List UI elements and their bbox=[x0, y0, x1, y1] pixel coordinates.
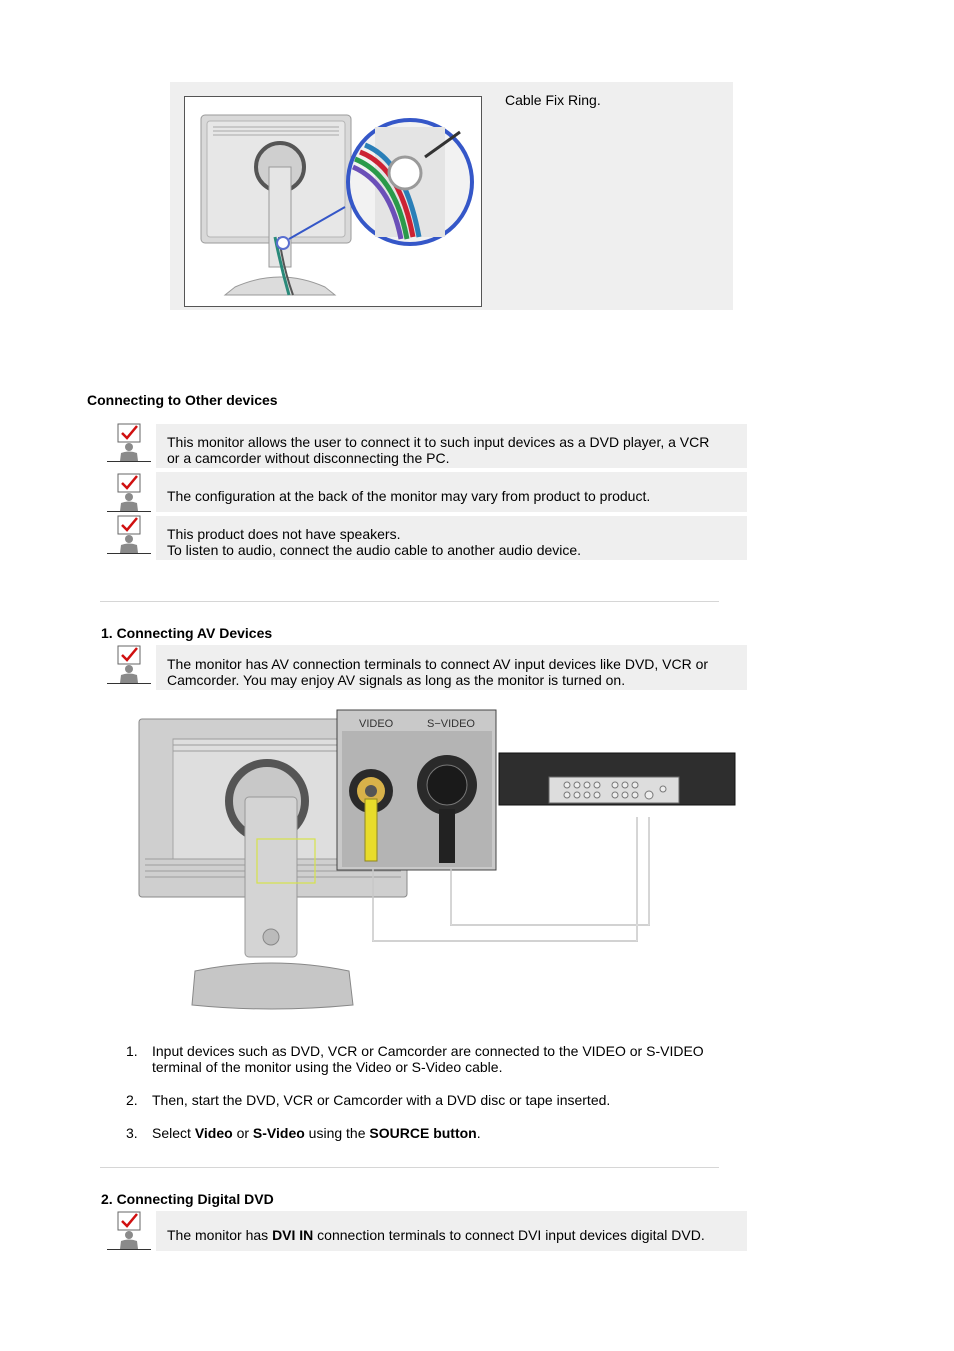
note-box bbox=[156, 516, 747, 560]
note-text: The monitor has bbox=[167, 1227, 273, 1243]
source-button-text: SOURCE button bbox=[369, 1125, 477, 1141]
note-check-icon bbox=[107, 473, 151, 513]
step-text-line: terminal of the monitor using the Video or S-Video cable. bbox=[152, 1059, 503, 1075]
step-number: 3. bbox=[126, 1125, 138, 1141]
list-item bbox=[126, 1092, 746, 1108]
step-text-line: Then, start the DVD, VCR or Camcorder with a DVD disc or tape inserted. bbox=[152, 1092, 611, 1108]
note-check-icon bbox=[107, 423, 151, 463]
divider bbox=[100, 1167, 719, 1168]
av-steps-list bbox=[126, 1043, 746, 1141]
video-port-label: VIDEO bbox=[359, 718, 394, 730]
other-devices-heading: Connecting to Other devices bbox=[87, 392, 278, 408]
list-item bbox=[126, 1125, 746, 1141]
step-text: or bbox=[232, 1125, 253, 1141]
note-box bbox=[156, 645, 747, 690]
cable-fix-ring-image bbox=[184, 96, 482, 307]
dvi-in-text: DVI IN bbox=[272, 1227, 314, 1243]
av-devices-heading: 1. Connecting AV Devices bbox=[101, 625, 273, 641]
note-text: connection terminals to connect DVI input devices digital DVD. bbox=[313, 1227, 705, 1243]
divider bbox=[100, 601, 719, 602]
note-box bbox=[156, 1211, 747, 1251]
av-connection-diagram bbox=[137, 709, 737, 1011]
note-box bbox=[156, 424, 747, 468]
note-text-line: The configuration at the back of the monitor may vary from product to product. bbox=[167, 488, 651, 504]
note-text-line: This monitor allows the user to connect it to such input devices as a DVD player, a VCR bbox=[167, 434, 710, 450]
note-check-icon bbox=[107, 645, 151, 685]
note-box bbox=[156, 472, 747, 512]
step-number: 1. bbox=[126, 1043, 138, 1059]
step-number: 2. bbox=[126, 1092, 138, 1108]
list-item bbox=[126, 1043, 746, 1075]
step-text: using the bbox=[304, 1125, 370, 1141]
digital-dvd-heading: 2. Connecting Digital DVD bbox=[101, 1191, 274, 1207]
note-check-icon bbox=[107, 515, 151, 555]
step-text: . bbox=[476, 1125, 481, 1141]
note-text-line: The monitor has AV connection terminals to connect AV input devices like DVD, VCR or bbox=[167, 656, 709, 672]
note-text-line: This product does not have speakers. bbox=[167, 526, 401, 542]
note-check-icon bbox=[107, 1211, 151, 1251]
svideo-option-text: S-Video bbox=[252, 1125, 305, 1141]
note-text-line: To listen to audio, connect the audio cable to another audio device. bbox=[167, 542, 582, 558]
step-text: Select bbox=[152, 1125, 195, 1141]
video-option-text: Video bbox=[194, 1125, 233, 1141]
svideo-port-label: S−VIDEO bbox=[427, 718, 475, 730]
cable-fix-caption: Cable Fix Ring. bbox=[505, 92, 601, 108]
step-text-line bbox=[152, 1125, 746, 1141]
note-text-line: or a camcorder without disconnecting the PC. bbox=[167, 450, 450, 466]
note-text-line: Camcorder. You may enjoy AV signals as long as the monitor is turned on. bbox=[167, 672, 626, 688]
step-text-line: Input devices such as DVD, VCR or Camcorder are connected to the VIDEO or S-VIDEO bbox=[152, 1043, 704, 1059]
